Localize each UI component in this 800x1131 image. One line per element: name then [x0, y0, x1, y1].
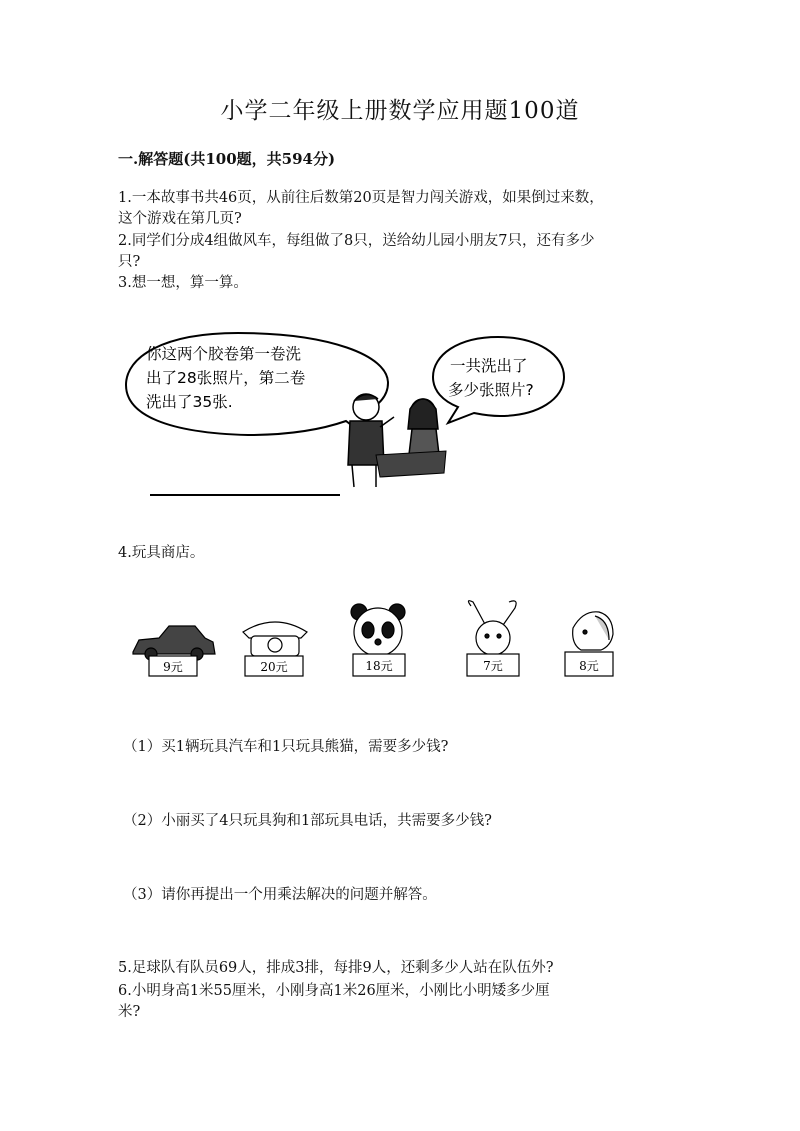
- question-5: 5.足球队有队员69人，排成3排，每排9人，还剩多少人站在队伍外?: [118, 960, 554, 976]
- panda-price: 18元: [365, 659, 393, 673]
- left-bubble-line-1: 你这两个胶卷第一卷洗: [146, 345, 302, 363]
- question-6-line-1: 6.小明身高1米55厘米，小刚身高1米26厘米，小刚比小明矮多少厘: [118, 983, 550, 999]
- dog-price: 8元: [579, 659, 599, 673]
- phone-price: 20元: [260, 660, 288, 674]
- question-4-part-1: （1）买1辆玩具汽车和1只玩具熊猫，需要多少钱?: [123, 739, 449, 755]
- right-speech-bubble: [433, 337, 564, 423]
- question-4-part-3: （3）请你再提出一个用乘法解决的问题并解答。: [123, 887, 437, 903]
- question-1-line-1: 1.一本故事书共46页，从前往后数第20页是智力闯关游戏，如果倒过来数，: [118, 190, 604, 206]
- car-price: 9元: [163, 660, 183, 674]
- photo-dialogue-figure: [118, 325, 578, 505]
- rabbit-price: 7元: [483, 659, 503, 673]
- right-bubble-line-1: 一共洗出了: [450, 357, 528, 375]
- right-bubble-line-2: 多少张照片?: [448, 381, 534, 399]
- question-3: 3.想一想，算一算。: [118, 275, 248, 291]
- counter: [376, 451, 446, 477]
- question-1-line-2: 这个游戏在第几页?: [118, 211, 242, 227]
- toy-shop-figure: [125, 598, 645, 688]
- page-title: 小学二年级上册数学应用题100道: [220, 98, 580, 124]
- question-2-line-2: 只?: [118, 254, 141, 270]
- question-4: 4.玩具商店。: [118, 545, 205, 561]
- question-6-line-2: 米?: [118, 1004, 141, 1020]
- left-bubble-line-2: 出了28张照片，第二卷: [146, 369, 306, 387]
- question-4-part-2: （2）小丽买了4只玩具狗和1部玩具电话，共需要多少钱?: [123, 813, 492, 829]
- question-2-line-1: 2.同学们分成4组做风车，每组做了8只，送给幼儿园小朋友7只，还有多少: [118, 233, 595, 249]
- left-bubble-line-3: 洗出了35张.: [146, 393, 233, 411]
- section-heading: 一.解答题(共100题，共594分): [118, 150, 336, 168]
